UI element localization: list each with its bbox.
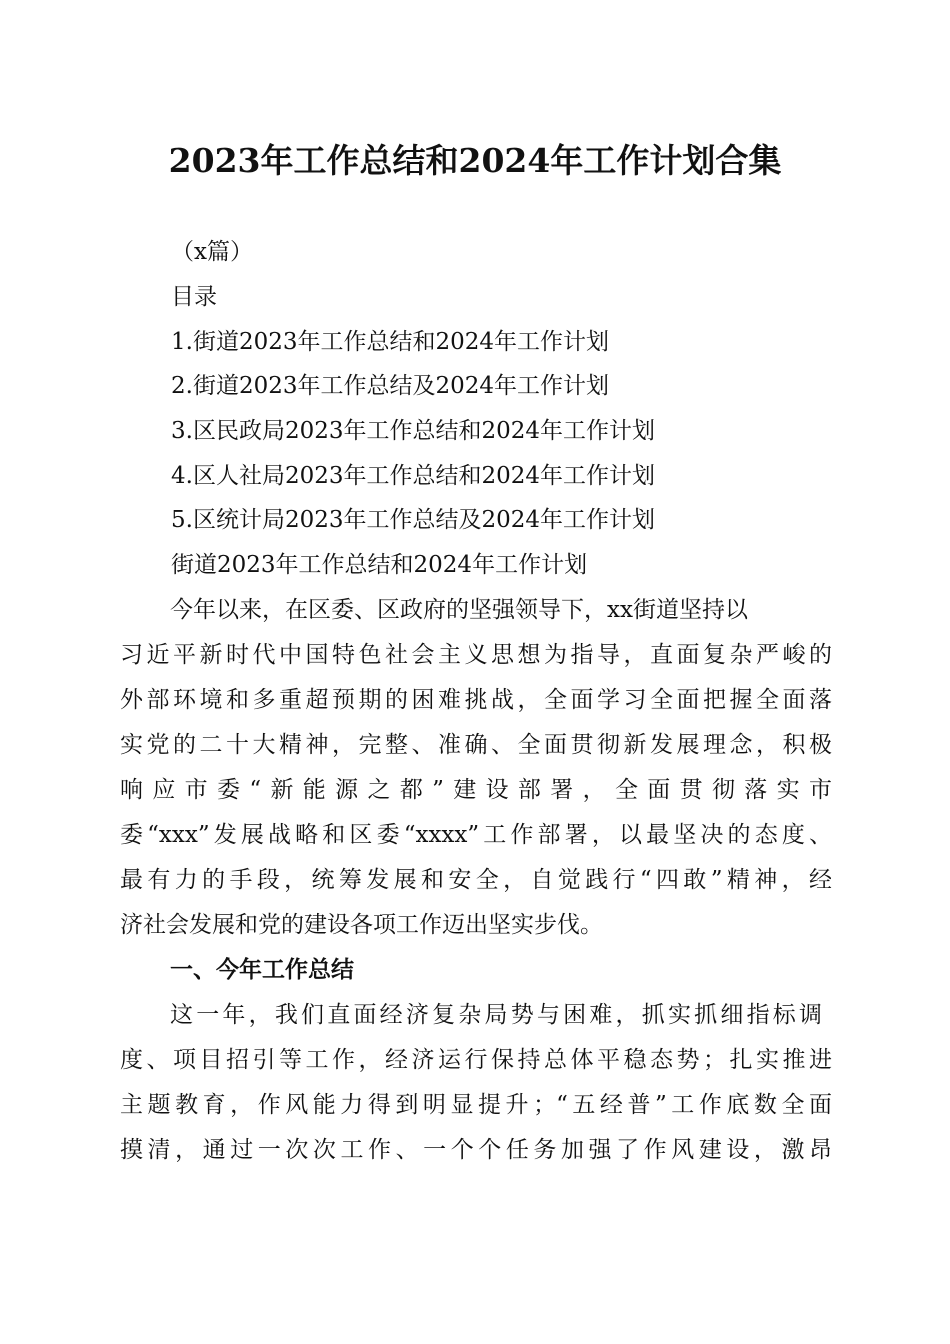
toc-item: 3.区民政局2023年工作总结和2024年工作计划 [171,418,656,444]
toc-item: 5.区统计局2023年工作总结及2024年工作计划 [171,507,656,533]
paragraph-line: 实党的二十大精神，完整、准确、全面贯彻新发展理念，积极 [120,732,832,758]
toc-item: 1.街道2023年工作总结和2024年工作计划 [171,329,610,355]
paragraph-line: 最有力的手段，统筹发展和安全，自觉践行“四敢”精神，经 [120,867,832,893]
paragraph-line: 摸清，通过一次次工作、一个个任务加强了作风建设，激昂 [120,1137,832,1163]
toc-heading: 目录 [171,284,217,310]
paragraph-line: 响应市委“新能源之都”建设部署，全面贯彻落实市 [120,777,832,803]
paragraph-line: 济社会发展和党的建设各项工作迈出坚实步伐。 [120,912,603,938]
document-title: 2023年工作总结和2024年工作计划合集 [168,141,782,180]
toc-item: 2.街道2023年工作总结及2024年工作计划 [171,373,610,399]
paragraph-line: 委“xxx”发展战略和区委“xxxx”工作部署，以最坚决的态度、 [120,822,832,848]
toc-item: 4.区人社局2023年工作总结和2024年工作计划 [171,463,656,489]
paragraph-line: 今年以来，在区委、区政府的坚强领导下，xx街道坚持以 [170,597,748,623]
paragraph-line: 度、项目招引等工作，经济运行保持总体平稳态势；扎实推进 [120,1047,832,1073]
paragraph-line: 这一年，我们直面经济复杂局势与困难，抓实抓细指标调 [170,1002,822,1028]
section-heading: 一、今年工作总结 [170,957,354,983]
paragraph-line: 主题教育，作风能力得到明显提升；“五经普”工作底数全面 [120,1092,832,1118]
count-note: （x篇） [171,239,253,265]
paragraph-line: 外部环境和多重超预期的困难挑战，全面学习全面把握全面落 [120,687,832,713]
article-title: 街道2023年工作总结和2024年工作计划 [171,552,588,578]
paragraph-line: 习近平新时代中国特色社会主义思想为指导，直面复杂严峻的 [120,642,832,668]
